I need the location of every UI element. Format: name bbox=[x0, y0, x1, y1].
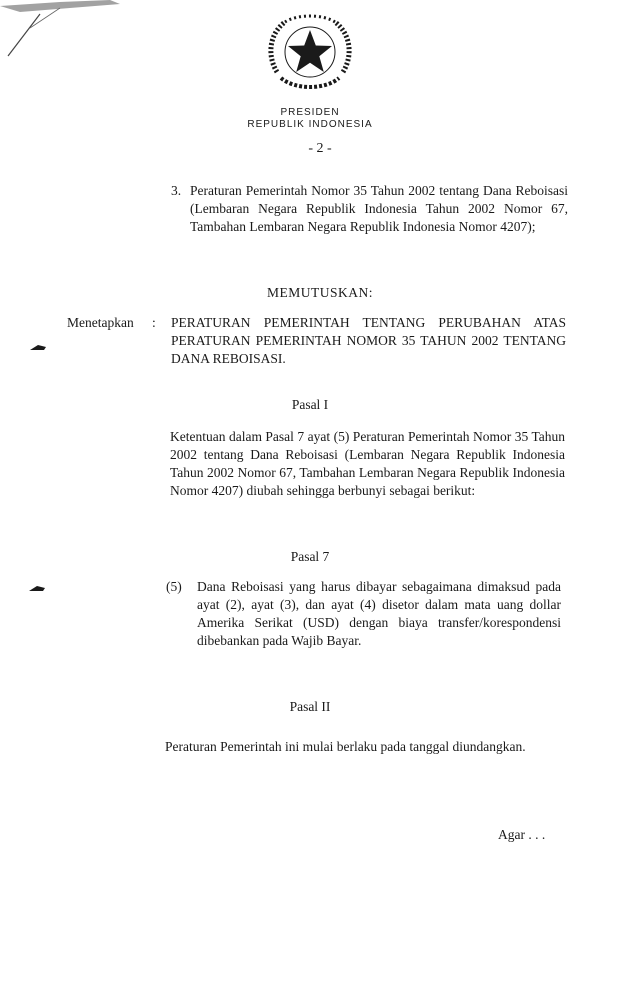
pasal-7-heading: Pasal 7 bbox=[290, 549, 330, 564]
menetapkan-colon: : bbox=[152, 315, 156, 330]
header-presiden: PRESIDEN bbox=[280, 107, 340, 118]
pasal-2-text: Peraturan Pemerintah ini mulai berlaku pada tanggal diundangkan. bbox=[165, 739, 526, 754]
pasal-1-heading: Pasal I bbox=[291, 397, 329, 412]
decision-heading: MEMUTUSKAN: bbox=[266, 285, 373, 300]
header-republik-indonesia: REPUBLIK INDONESIA bbox=[247, 119, 373, 130]
pasal-1-text: Ketentuan dalam Pasal 7 ayat (5) Peraturan Pemerintah Nomor 35 Tahun 2002 tentang Dana Reboisasi (Lembaran Negara Republik Indonesia Tahun 2002 Nomor 67, Tambahan Lembaran Negara Republik Indonesia Nomor 4207) diubah sehingga berbunyi sebagai berikut: bbox=[170, 429, 565, 498]
garuda-star-emblem-icon bbox=[263, 12, 357, 94]
scan-mark-icon bbox=[30, 344, 46, 352]
consideration-item-text: Peraturan Pemerintah Nomor 35 Tahun 2002 tentang Dana Reboisasi (Lembaran Negara Republik Indonesia Tahun 2002 Nomor 67, Tambahan Lembaran Negara Republik Indonesia Nomor 4207); bbox=[190, 183, 568, 234]
continuation-text: Agar . . . bbox=[498, 827, 546, 842]
ayat-number: (5) bbox=[166, 579, 182, 594]
ayat-text: Dana Reboisasi yang harus dibayar sebagaimana dimaksud pada ayat (2), ayat (3), dan ayat (4) disetor dalam mata uang dollar Amerika Serikat (USD) dengan biaya transfer/korespondensi dibebankan pada Wajib Bayar. bbox=[197, 579, 561, 648]
pasal-2-heading: Pasal II bbox=[289, 699, 331, 714]
menetapkan-label: Menetapkan bbox=[67, 315, 134, 330]
page-number: - 2 - bbox=[308, 141, 332, 156]
menetapkan-text: PERATURAN PEMERINTAH TENTANG PERUBAHAN ATAS PERATURAN PEMERINTAH NOMOR 35 TAHUN 2002 TENTANG DANA REBOISASI. bbox=[171, 315, 566, 366]
scan-smudge-mark bbox=[0, 0, 200, 80]
consideration-item-number: 3. bbox=[171, 183, 182, 198]
scan-mark-icon bbox=[29, 585, 45, 593]
